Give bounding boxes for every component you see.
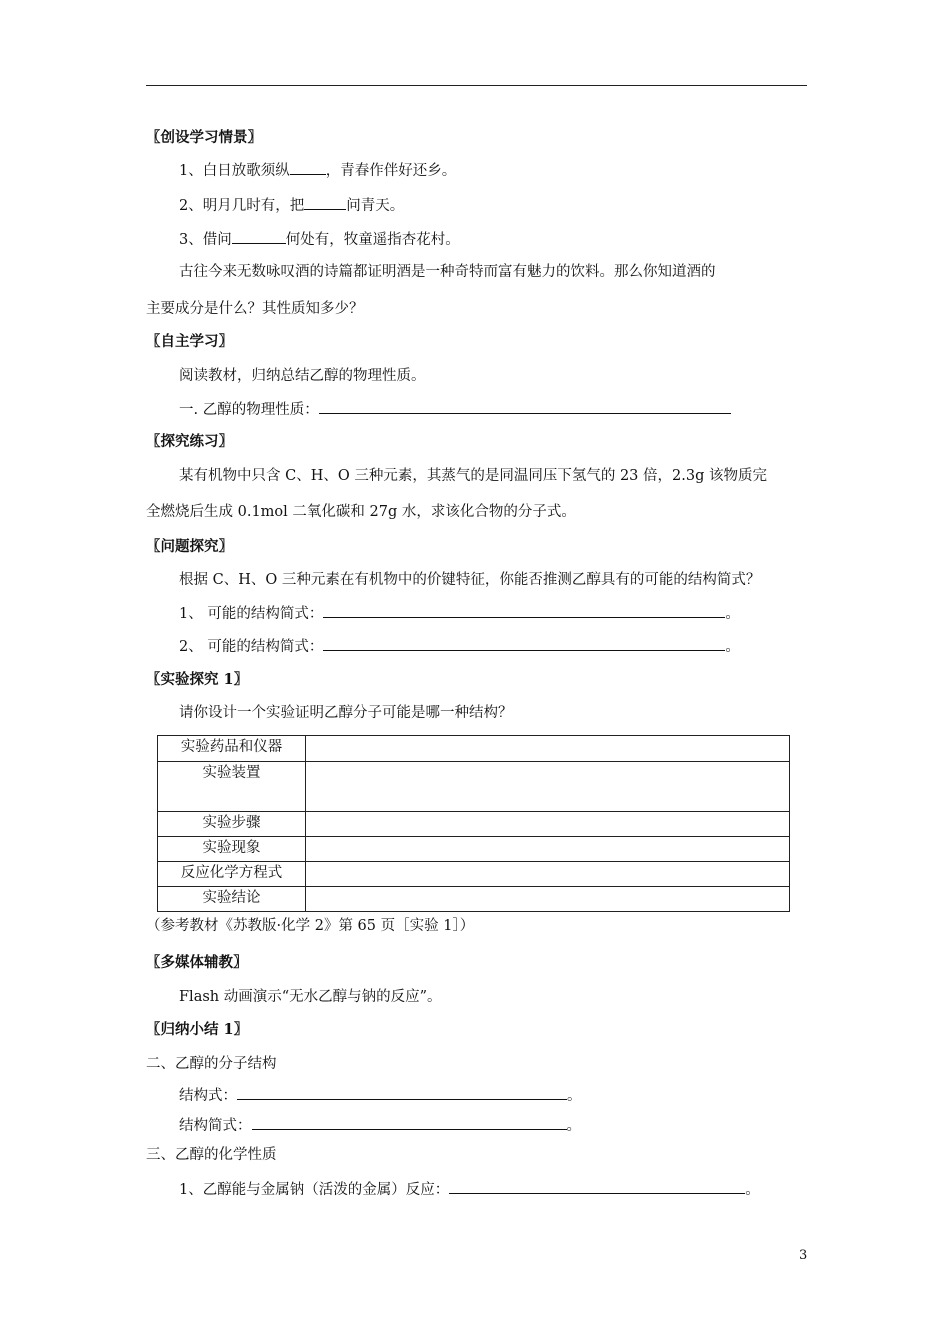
intro-line-1: 古往今来无数咏叹酒的诗篇都证明酒是一种奇特而富有魅力的饮料。那么你知道酒的 (179, 264, 716, 280)
structure-option-2: 2、 可能的结构简式： 。 (179, 636, 740, 657)
answer-cell[interactable] (306, 736, 790, 762)
experiment-prompt: 请你设计一个实验证明乙醇分子可能是哪一种结构？ (179, 705, 513, 721)
sodium-reaction-line: 1、乙醇能与金属钠（活泼的金属）反应： 。 (179, 1179, 760, 1200)
page-number: 3 (799, 1248, 808, 1263)
poem-line-1: 1、白日放歌须纵 ，青春作伴好还乡。 (179, 160, 456, 181)
poem-line-3: 3、借问 何处有，牧童遥指杏花村。 (179, 229, 460, 250)
textbook-reference: （参考教材《苏教版·化学 2》第 65 页［实验 1］） (146, 918, 475, 934)
exercise-line-1: 某有机物中只含 C、H、O 三种元素，其蒸气的是同温同压下氢气的 23 倍，2.3g 该物质完 (179, 468, 767, 484)
summary-part2-title: 二、乙醇的分子结构 (146, 1056, 277, 1072)
section-heading-experiment: 〖实验探究 1〗 (146, 671, 249, 688)
answer-cell[interactable] (306, 887, 790, 912)
table-row (158, 862, 790, 887)
row-label: 实验步骤 (158, 812, 306, 837)
section-heading-scenario: 〖创设学习情景〗 (146, 129, 262, 146)
fill-blank[interactable] (304, 195, 346, 210)
row-label: 实验药品和仪器 (158, 736, 306, 762)
table-row (158, 812, 790, 837)
fill-blank[interactable] (232, 229, 286, 244)
table-row (158, 887, 790, 912)
section-heading-question: 〖问题探究〗 (146, 538, 233, 555)
section-heading-summary: 〖归纳小结 1〗 (146, 1021, 249, 1038)
answer-blank[interactable] (323, 603, 725, 618)
row-label: 实验结论 (158, 887, 306, 912)
answer-cell[interactable] (306, 862, 790, 887)
fill-blank[interactable] (290, 160, 326, 175)
answer-cell[interactable] (306, 762, 790, 812)
section-heading-exercise: 〖探究练习〗 (146, 433, 233, 450)
intro-line-2: 主要成分是什么？其性质知多少？ (146, 301, 364, 317)
section-heading-self-study: 〖自主学习〗 (146, 333, 233, 350)
section-heading-multimedia: 〖多媒体辅教〗 (146, 954, 248, 971)
answer-blank[interactable] (237, 1085, 567, 1100)
simple-formula-line: 结构简式： 。 (179, 1115, 581, 1136)
answer-blank[interactable] (319, 399, 731, 414)
self-study-instruction: 阅读教材，归纳总结乙醇的物理性质。 (179, 368, 426, 384)
header-rule (146, 85, 807, 86)
multimedia-text: Flash 动画演示“无水乙醇与钠的反应”。 (179, 989, 442, 1005)
table-row (158, 837, 790, 862)
physical-properties-line: 一. 乙醇的物理性质： (179, 399, 731, 420)
summary-part3-title: 三、乙醇的化学性质 (146, 1147, 277, 1163)
row-label: 实验装置 (158, 762, 306, 812)
table-row (158, 736, 790, 762)
poem-line-2: 2、明月几时有，把 问青天。 (179, 195, 404, 216)
exercise-line-2: 全燃烧后生成 0.1mol 二氧化碳和 27g 水，求该化合物的分子式。 (146, 504, 576, 520)
answer-blank[interactable] (449, 1179, 745, 1194)
answer-blank[interactable] (252, 1115, 567, 1130)
row-label: 反应化学方程式 (158, 862, 306, 887)
answer-blank[interactable] (323, 636, 725, 651)
experiment-table (157, 735, 790, 912)
question-prompt: 根据 C、H、O 三种元素在有机物中的价键特征，你能否推测乙醇具有的可能的结构简式？ (179, 572, 761, 588)
answer-cell[interactable] (306, 837, 790, 862)
structure-option-1: 1、 可能的结构简式： 。 (179, 603, 740, 624)
answer-cell[interactable] (306, 812, 790, 837)
row-label: 实验现象 (158, 837, 306, 862)
structural-formula-line: 结构式： 。 (179, 1085, 582, 1106)
table-row (158, 762, 790, 812)
